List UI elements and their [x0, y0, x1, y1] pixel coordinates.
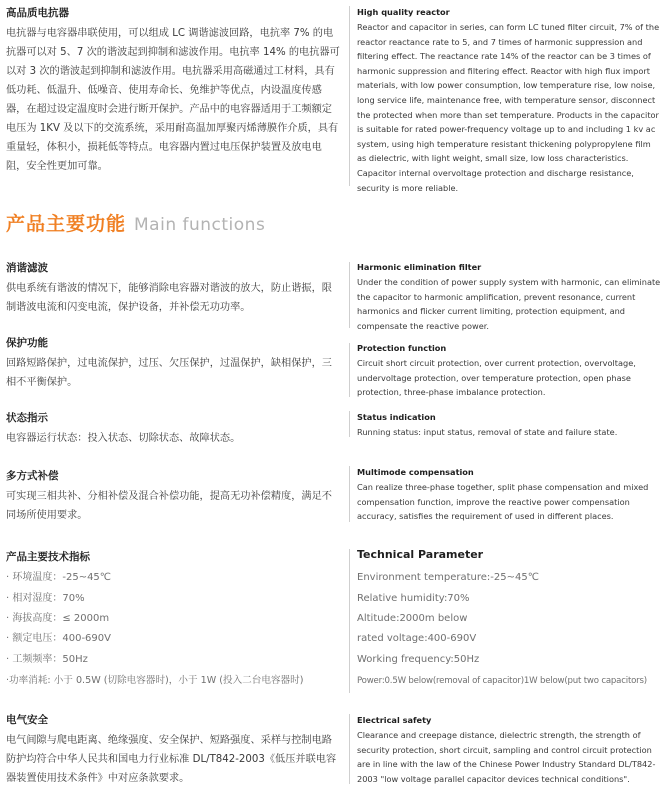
function-divider [349, 343, 350, 397]
function-en-title: Harmonic elimination filter [357, 262, 482, 272]
quality-en-title: High quality reactor [357, 7, 450, 17]
function-zh-block [6, 336, 340, 392]
tech-zh-row: · 额定电压：400-690V [6, 633, 111, 644]
function-divider [349, 262, 350, 328]
tech-en-row: Altitude:2000m below [357, 613, 468, 624]
quality-zh-block [6, 6, 340, 176]
tech-zh-row: · 环境温度：-25~45℃ [6, 572, 112, 583]
function-en-block [357, 261, 662, 333]
function-zh-body: 回路短路保护，过电流保护，过压、欠压保护，过温保护，缺相保护，三相不平衡保护。 [6, 358, 332, 388]
tech-en-row: Relative humidity:70% [357, 593, 470, 604]
tech-en-row: Environment temperature:-25~45℃ [357, 572, 539, 583]
main-functions-heading [6, 209, 265, 239]
quality-en-body: Reactor and capacitor in series, can form LC tuned filter circuit, 7% of the reactor reactance rate to 5, and 7 times of harmonic suppression and filtering effect. The reactance rate 14% of the reactor can be 3 times of harmonic suppression and filtering effect. Reactor with high flux import materials, with low power consumption, low temperature rise, low noise, long service life, maintenance free, with temperature sensor, disconnect the protected when more than set temperature. Products in the capacitor is suitable for rated power-frequency voltage up to and including 1 kv ac system, using high temperature resistant thickening polypropylene film as dielectric, with light weight, small size, low loss characteristics. Capacitor internal overvoltage protection and discharge resistance, security is more reliable. [357, 22, 660, 193]
function-en-block [357, 411, 662, 440]
quality-en-block [357, 6, 662, 195]
function-en-title: Multimode compensation [357, 467, 474, 477]
function-en-block [357, 342, 662, 400]
safety-zh-block [6, 713, 340, 788]
tech-zh-row: · 相对湿度：70% [6, 593, 85, 604]
safety-en-title: Electrical safety [357, 715, 432, 725]
function-zh-body: 电容器运行状态：投入状态、切除状态、故障状态。 [6, 433, 241, 444]
function-zh-title: 状态指示 [6, 412, 48, 424]
function-zh-block [6, 411, 340, 448]
tech-zh-row: ·功率消耗: 小于 0.5W (切除电容器时)，小于 1W (投入二台电容器时) [6, 675, 304, 686]
function-en-title: Status indication [357, 412, 436, 422]
tech-zh-row: · 工频频率：50Hz [6, 654, 88, 665]
safety-zh-body: 电气间隙与爬电距离、绝缘强度、安全保护、短路强度、采样与控制电路防护均符合中华人民共和国电力行业标准 DL/T842-2003《低压并联电容器装置使用技术条件》中对应条款要求。 [6, 735, 337, 784]
function-en-title: Protection function [357, 343, 447, 353]
function-zh-title: 消谐滤波 [6, 262, 48, 274]
tech-zh-title: 产品主要技术指标 [6, 551, 90, 563]
safety-divider [349, 714, 350, 784]
function-zh-title: 保护功能 [6, 337, 48, 349]
safety-zh-title: 电气安全 [6, 714, 48, 726]
quality-zh-title: 高品质电抗器 [6, 7, 69, 19]
quality-zh-body: 电抗器与电容器串联使用，可以组成 LC 调谐滤波回路，电抗率 7% 的电抗器可以对 5、7 次的谐波起到抑制和滤波作用。电抗率 14% 的电抗器可以对 3 次的谐波起到抑制和滤波作用。电抗器采用高磁通过工材料，具有低功耗、低温升、低噪音、使用寿命长、免维护等优点，内设温度传感器，在超过设定温度时会进行断开保护。产品中的电容器适用于工频额定电压为 1KV 及以下的交流系统，采用耐高温加厚聚丙烯薄膜作介质，具有重量轻，体积小，损耗低等特点。电容器内置过电压保护装置及放电电阻，安全性更加可靠。 [6, 28, 340, 172]
function-zh-body: 供电系统有谐波的情况下，能够消除电容器对谐波的放大，防止谐振，限制谐波电流和闪变电流，保护设备，并补偿无功功率。 [6, 283, 332, 313]
function-zh-title: 多方式补偿 [6, 470, 59, 482]
section-heading-zh: 产品主要功能 [6, 213, 127, 235]
safety-en-block [357, 714, 662, 786]
tech-en-row: Power:0.5W below(removal of capacitor)1W below(put two capacitors) [357, 676, 647, 686]
function-en-block [357, 466, 662, 524]
function-divider [349, 466, 350, 522]
function-divider [349, 411, 350, 437]
function-zh-block [6, 261, 340, 317]
tech-en-row: Working frequency:50Hz [357, 654, 480, 665]
tech-en-row: rated voltage:400-690V [357, 633, 477, 644]
tech-zh-row: · 海拔高度：≤ 2000m [6, 613, 110, 624]
function-zh-body: 可实现三相共补、分相补偿及混合补偿功能，提高无功补偿精度，满足不同场所使用要求。 [6, 491, 332, 521]
tech-divider [349, 549, 350, 693]
quality-divider [349, 6, 350, 186]
section-heading-en: Main functions [134, 215, 266, 235]
function-zh-block [6, 469, 340, 525]
function-en-body: Under the condition of power supply system with harmonic, can eliminate the capacitor to harmonic amplification, prevent resonance, current harmonics and flicker current limiting, protection equipment, and compensate the reactive power. [357, 277, 661, 331]
safety-en-body: Clearance and creepage distance, dielectric strength, the strength of security protection, short circuit, sampling and control circuit protection are in line with the law of the Chinese Power Industry Standard DL/T842-2003 "low voltage parallel capacitor devices technical conditions". [357, 730, 656, 784]
tech-en-title: Technical Parameter [357, 548, 484, 561]
function-en-body: Running status: input status, removal of state and failure state. [357, 427, 618, 437]
function-en-body: Can realize three-phase together, split phase compensation and mixed compensation function, improve the reactive power compensation accuracy, satisfies the requirement of used in different places. [357, 482, 649, 522]
function-en-body: Circuit short circuit protection, over current protection, overvoltage, undervoltage protection, over temperature protection, open phase protection, three-phase imbalance protection. [357, 358, 636, 398]
